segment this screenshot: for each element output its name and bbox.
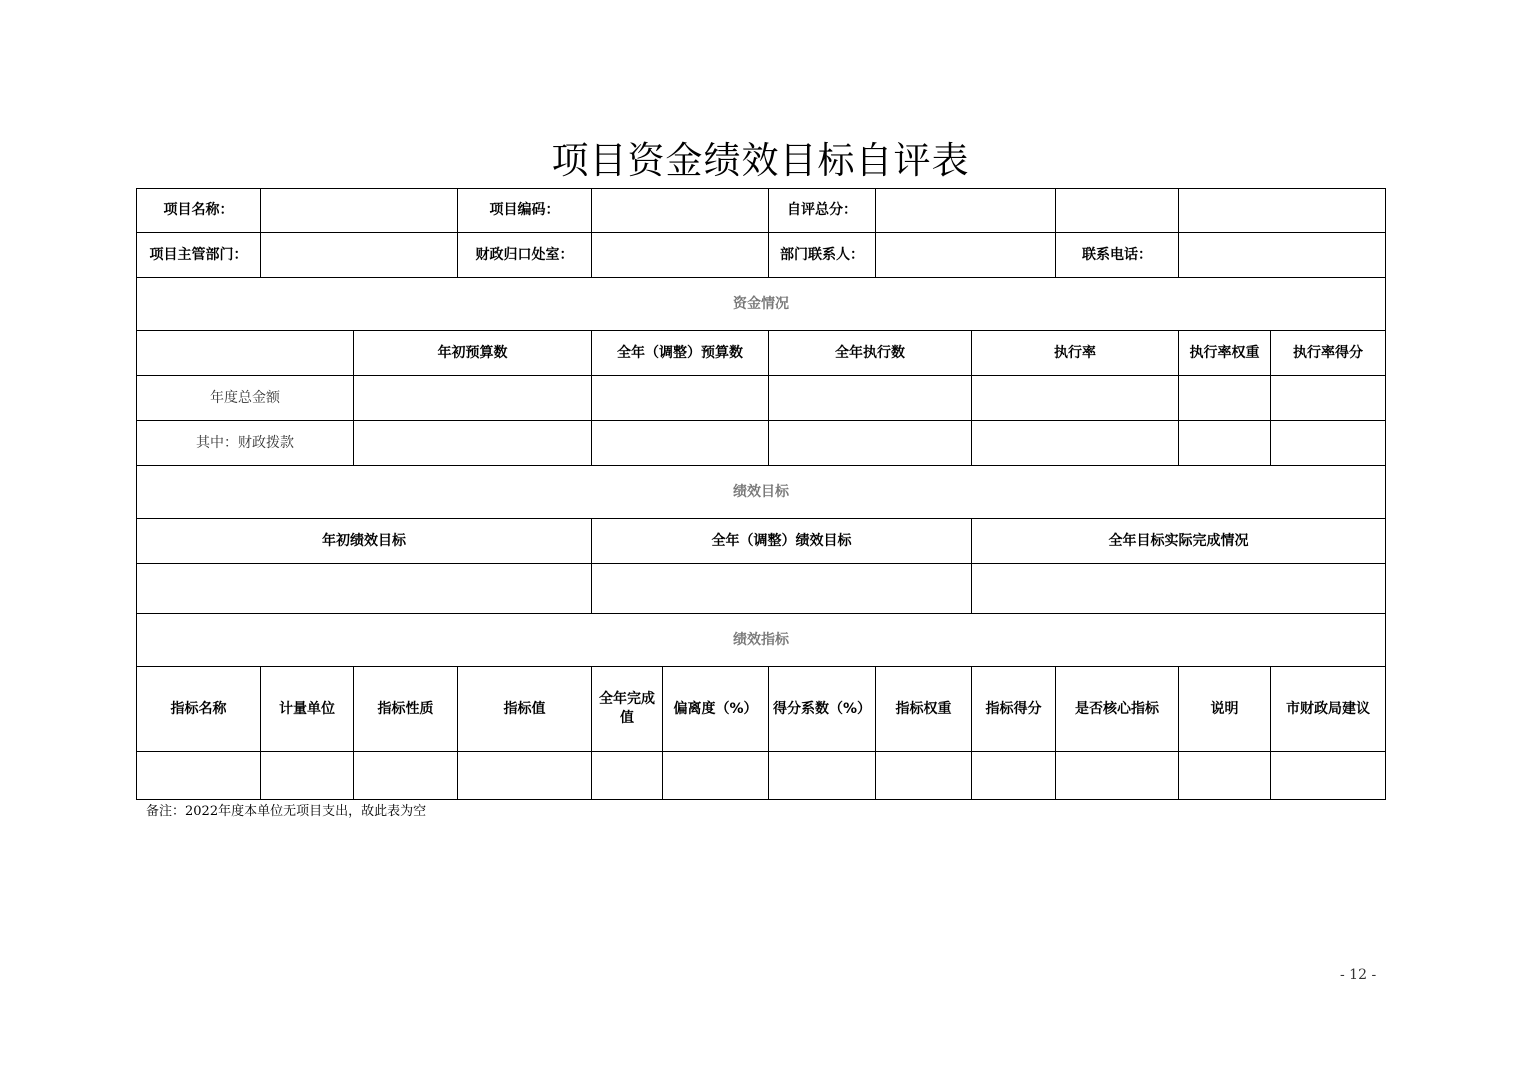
goals-row [137,564,1386,614]
funds-corner-cell [137,331,354,376]
phone-label: 联系电话： [1056,233,1179,278]
indicators-row [137,752,1386,800]
supervisor-dept-field[interactable] [261,233,458,278]
goals-cell[interactable] [972,564,1386,614]
funds-cell[interactable] [592,421,769,466]
funds-cell[interactable] [769,421,972,466]
indicator-col-header: 指标值 [458,667,592,752]
blank-cell[interactable] [1179,189,1386,233]
indicator-cell[interactable] [663,752,769,800]
indicator-col-header: 全年完成值 [592,667,663,752]
funds-cell[interactable] [769,376,972,421]
section-row [137,466,1386,519]
funds-cell[interactable] [592,376,769,421]
funds-cell[interactable] [972,376,1179,421]
header-row [137,233,1386,278]
finance-office-label: 财政归口处室： [458,233,592,278]
funds-header-row [137,331,1386,376]
funds-row [137,376,1386,421]
project-code-label: 项目编码： [458,189,592,233]
finance-office-field[interactable] [592,233,769,278]
indicators-header-row [137,667,1386,752]
indicator-col-header: 指标名称 [137,667,261,752]
funds-col-header: 执行率权重 [1179,331,1271,376]
indicator-col-header: 指标得分 [972,667,1056,752]
funds-row-label: 年度总金额 [137,376,354,421]
indicator-col-header: 是否核心指标 [1056,667,1179,752]
goals-header-row [137,519,1386,564]
goals-cell[interactable] [592,564,972,614]
indicator-cell[interactable] [137,752,261,800]
indicator-cell[interactable] [1056,752,1179,800]
goals-cell[interactable] [137,564,592,614]
indicator-col-header: 计量单位 [261,667,354,752]
indicator-cell[interactable] [876,752,972,800]
indicator-cell[interactable] [1179,752,1271,800]
funds-row-label: 其中：财政拨款 [137,421,354,466]
blank-cell[interactable] [1056,189,1179,233]
indicator-cell[interactable] [1271,752,1386,800]
page-number: - 12 - [1340,967,1377,983]
indicator-col-header: 偏离度（%） [663,667,769,752]
funds-cell[interactable] [354,421,592,466]
funds-col-header: 全年执行数 [769,331,972,376]
funds-cell[interactable] [1271,376,1386,421]
funds-cell[interactable] [972,421,1179,466]
dept-contact-label: 部门联系人： [769,233,876,278]
page-title: 项目资金绩效目标自评表 [551,139,970,182]
indicator-col-header: 说明 [1179,667,1271,752]
goals-col-header: 年初绩效目标 [137,519,592,564]
funds-cell[interactable] [1271,421,1386,466]
indicator-col-header: 市财政局建议 [1271,667,1386,752]
header-row [137,189,1386,233]
indicator-col-header: 指标性质 [354,667,458,752]
funds-col-header: 年初预算数 [354,331,592,376]
funds-cell[interactable] [354,376,592,421]
funds-col-header: 执行率得分 [1271,331,1386,376]
indicator-cell[interactable] [592,752,663,800]
supervisor-dept-label: 项目主管部门： [137,233,261,278]
dept-contact-field[interactable] [876,233,1056,278]
goals-section-title: 绩效目标 [137,466,1386,519]
indicator-cell[interactable] [354,752,458,800]
funds-row [137,421,1386,466]
project-name-label: 项目名称： [137,189,261,233]
funds-col-header: 执行率 [972,331,1179,376]
funds-cell[interactable] [1179,421,1271,466]
footnote: 备注：2022年度本单位无项目支出，故此表为空 [146,804,427,819]
goals-col-header: 全年（调整）绩效目标 [592,519,972,564]
indicator-cell[interactable] [972,752,1056,800]
funds-section-title: 资金情况 [137,278,1386,331]
indicators-section-title: 绩效指标 [137,614,1386,667]
section-row [137,278,1386,331]
goals-col-header: 全年目标实际完成情况 [972,519,1386,564]
self-score-field[interactable] [876,189,1056,233]
project-name-field[interactable] [261,189,458,233]
section-row [137,614,1386,667]
phone-field[interactable] [1179,233,1386,278]
funds-cell[interactable] [1179,376,1271,421]
indicator-col-header: 得分系数（%） [769,667,876,752]
indicator-col-header: 指标权重 [876,667,972,752]
self-score-label: 自评总分： [769,189,876,233]
self-evaluation-table [136,188,1386,800]
indicator-cell[interactable] [261,752,354,800]
indicator-cell[interactable] [458,752,592,800]
project-code-field[interactable] [592,189,769,233]
indicator-cell[interactable] [769,752,876,800]
funds-col-header: 全年（调整）预算数 [592,331,769,376]
